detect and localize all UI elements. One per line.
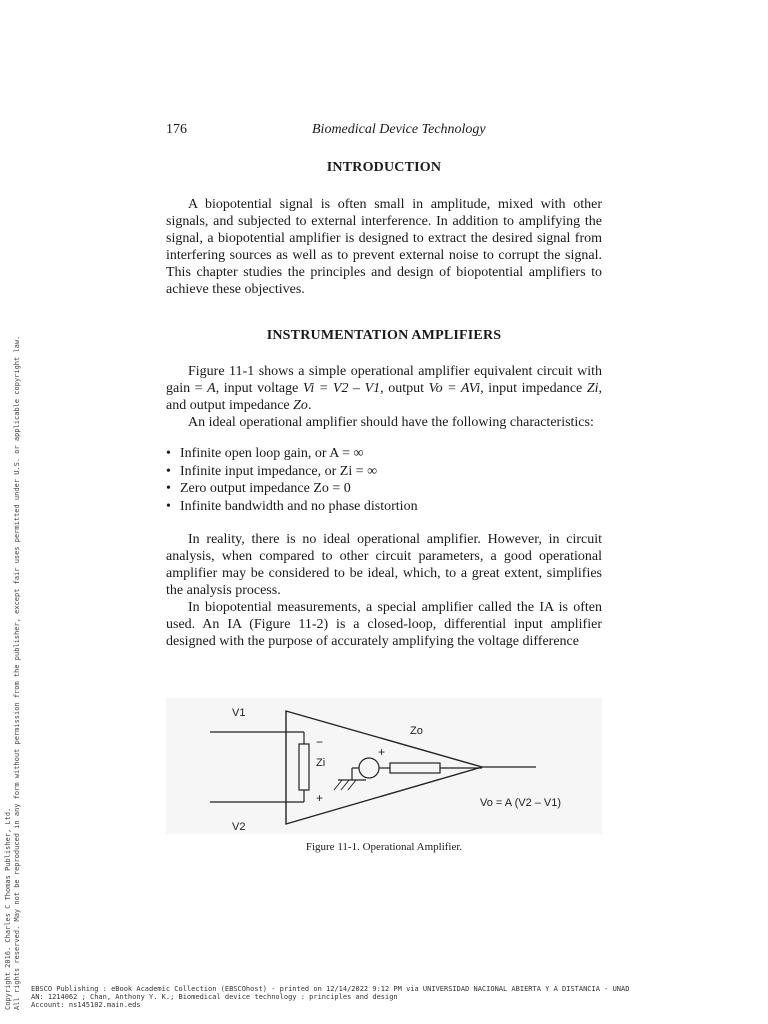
instrumentation-para-4: In biopotential measurements, a special amplifier called the IA is often used. An IA (Figure 11-2) is a closed-loop, differential input amplifier designed with the purpose of accurately amplifying the voltage difference (166, 600, 602, 649)
instrumentation-para-2: An ideal operational amplifier should have the following characteristics: (188, 415, 594, 430)
plus-top-label: + (378, 745, 386, 759)
footer-line: Account: ns145102.main.eds (31, 1001, 141, 1009)
minus-label: − (316, 735, 324, 749)
instrumentation-para-1 (166, 363, 602, 431)
list-item: • Infinite input impedance, or Zi = ∞ (166, 463, 378, 479)
section-heading-instrumentation: INSTRUMENTATION AMPLIFIERS (266, 328, 502, 343)
zo-label: Zo (410, 725, 423, 737)
v1-label: V1 (232, 707, 246, 719)
copyright-line: Copyright 2016. Charles C Thomas Publisher, Ltd. (4, 807, 12, 1010)
zi-label: Zi (316, 757, 326, 769)
para1-d: , input impedance (480, 381, 587, 396)
zi-symbol: Zi (586, 381, 599, 396)
para1-b: , input voltage (215, 381, 303, 396)
figure-caption: Figure 11-1. Operational Amplifier. (305, 841, 463, 853)
zi-resistor (299, 744, 309, 790)
page-number: 176 (166, 122, 187, 137)
op-amp-circuit-diagram (166, 698, 602, 834)
gain-symbol: A (207, 381, 216, 396)
footer-line: EBSCO Publishing : eBook Academic Collection (EBSCOhost) - printed on 12/14/2022 9:12 PM via UNIVERSIDAD NACIONAL ABIERTA Y A DISTANCIA - UNAD (31, 985, 630, 993)
para1-c: , output (380, 381, 429, 396)
zo-symbol: Zo (293, 398, 308, 413)
page-header (166, 122, 602, 142)
list-item: • Zero output impedance Zo = 0 (166, 481, 351, 496)
list-item: • Infinite bandwidth and no phase distortion (166, 498, 418, 514)
v2-label: V2 (232, 821, 246, 833)
bullet-icon: • (166, 463, 171, 479)
plus-bottom-label: + (316, 791, 324, 805)
op-amp-figure (166, 698, 602, 834)
vo-expression: Vo = AVi (428, 381, 481, 396)
bullet-icon: • (166, 498, 171, 514)
intro-text: A biopotential signal is often small in amplitude, mixed with other signals, and subjected to external interference. In addition to amplifying the signal, a biopotential amplifier is designed to extract the desired signal from interfering sources as well as to prevent external noise to corrupt the signal. This chapter studies the principles and design of biopotential amplifiers to achieve these objectives. (166, 197, 602, 297)
intro-paragraph (166, 196, 602, 298)
copyright-margin (4, 336, 22, 1010)
para1-a: Figure 11-1 shows a simple operational amplifier equivalent circuit with gain = (166, 364, 602, 396)
para1-f: . (307, 398, 312, 413)
footer-line: AN: 1214062 ; Chan, Anthony Y. K.; Biomedical device technology : principles and design (31, 993, 398, 1001)
para1-e: , and output impedance (166, 381, 603, 413)
vi-expression: Vi = V2 – V1 (302, 381, 381, 396)
output-equation: Vo = A (V2 – V1) (480, 797, 562, 809)
characteristics-list (166, 445, 602, 515)
list-item: • Infinite open loop gain, or A = ∞ (166, 446, 364, 461)
rights-line: All rights reserved. May not be reproduced in any form without permission from the publisher, except fair uses permitted under U.S. or applicable copyright law. (13, 335, 21, 1010)
running-title: Biomedical Device Technology (312, 122, 486, 137)
voltage-source-icon (359, 758, 379, 778)
bullet-icon: • (166, 481, 171, 496)
zo-resistor (390, 763, 440, 773)
bullet-icon: • (166, 446, 171, 461)
section-heading-introduction: INTRODUCTION (326, 160, 442, 175)
ebsco-footer (31, 985, 629, 1009)
instrumentation-para-3: In reality, there is no ideal operational amplifier. However, in circuit analysis, when compared to other circuit parameters, a good operational amplifier may be considered to be ideal, which, to a great extent, simplifies the analysis process. In biopotential measurements, a special amplifier called the IA is often used. An IA (Figure 11-2) is a closed-loop, differential input amplifier designed with the purpose of accurately amplifying the voltage difference (166, 532, 602, 649)
